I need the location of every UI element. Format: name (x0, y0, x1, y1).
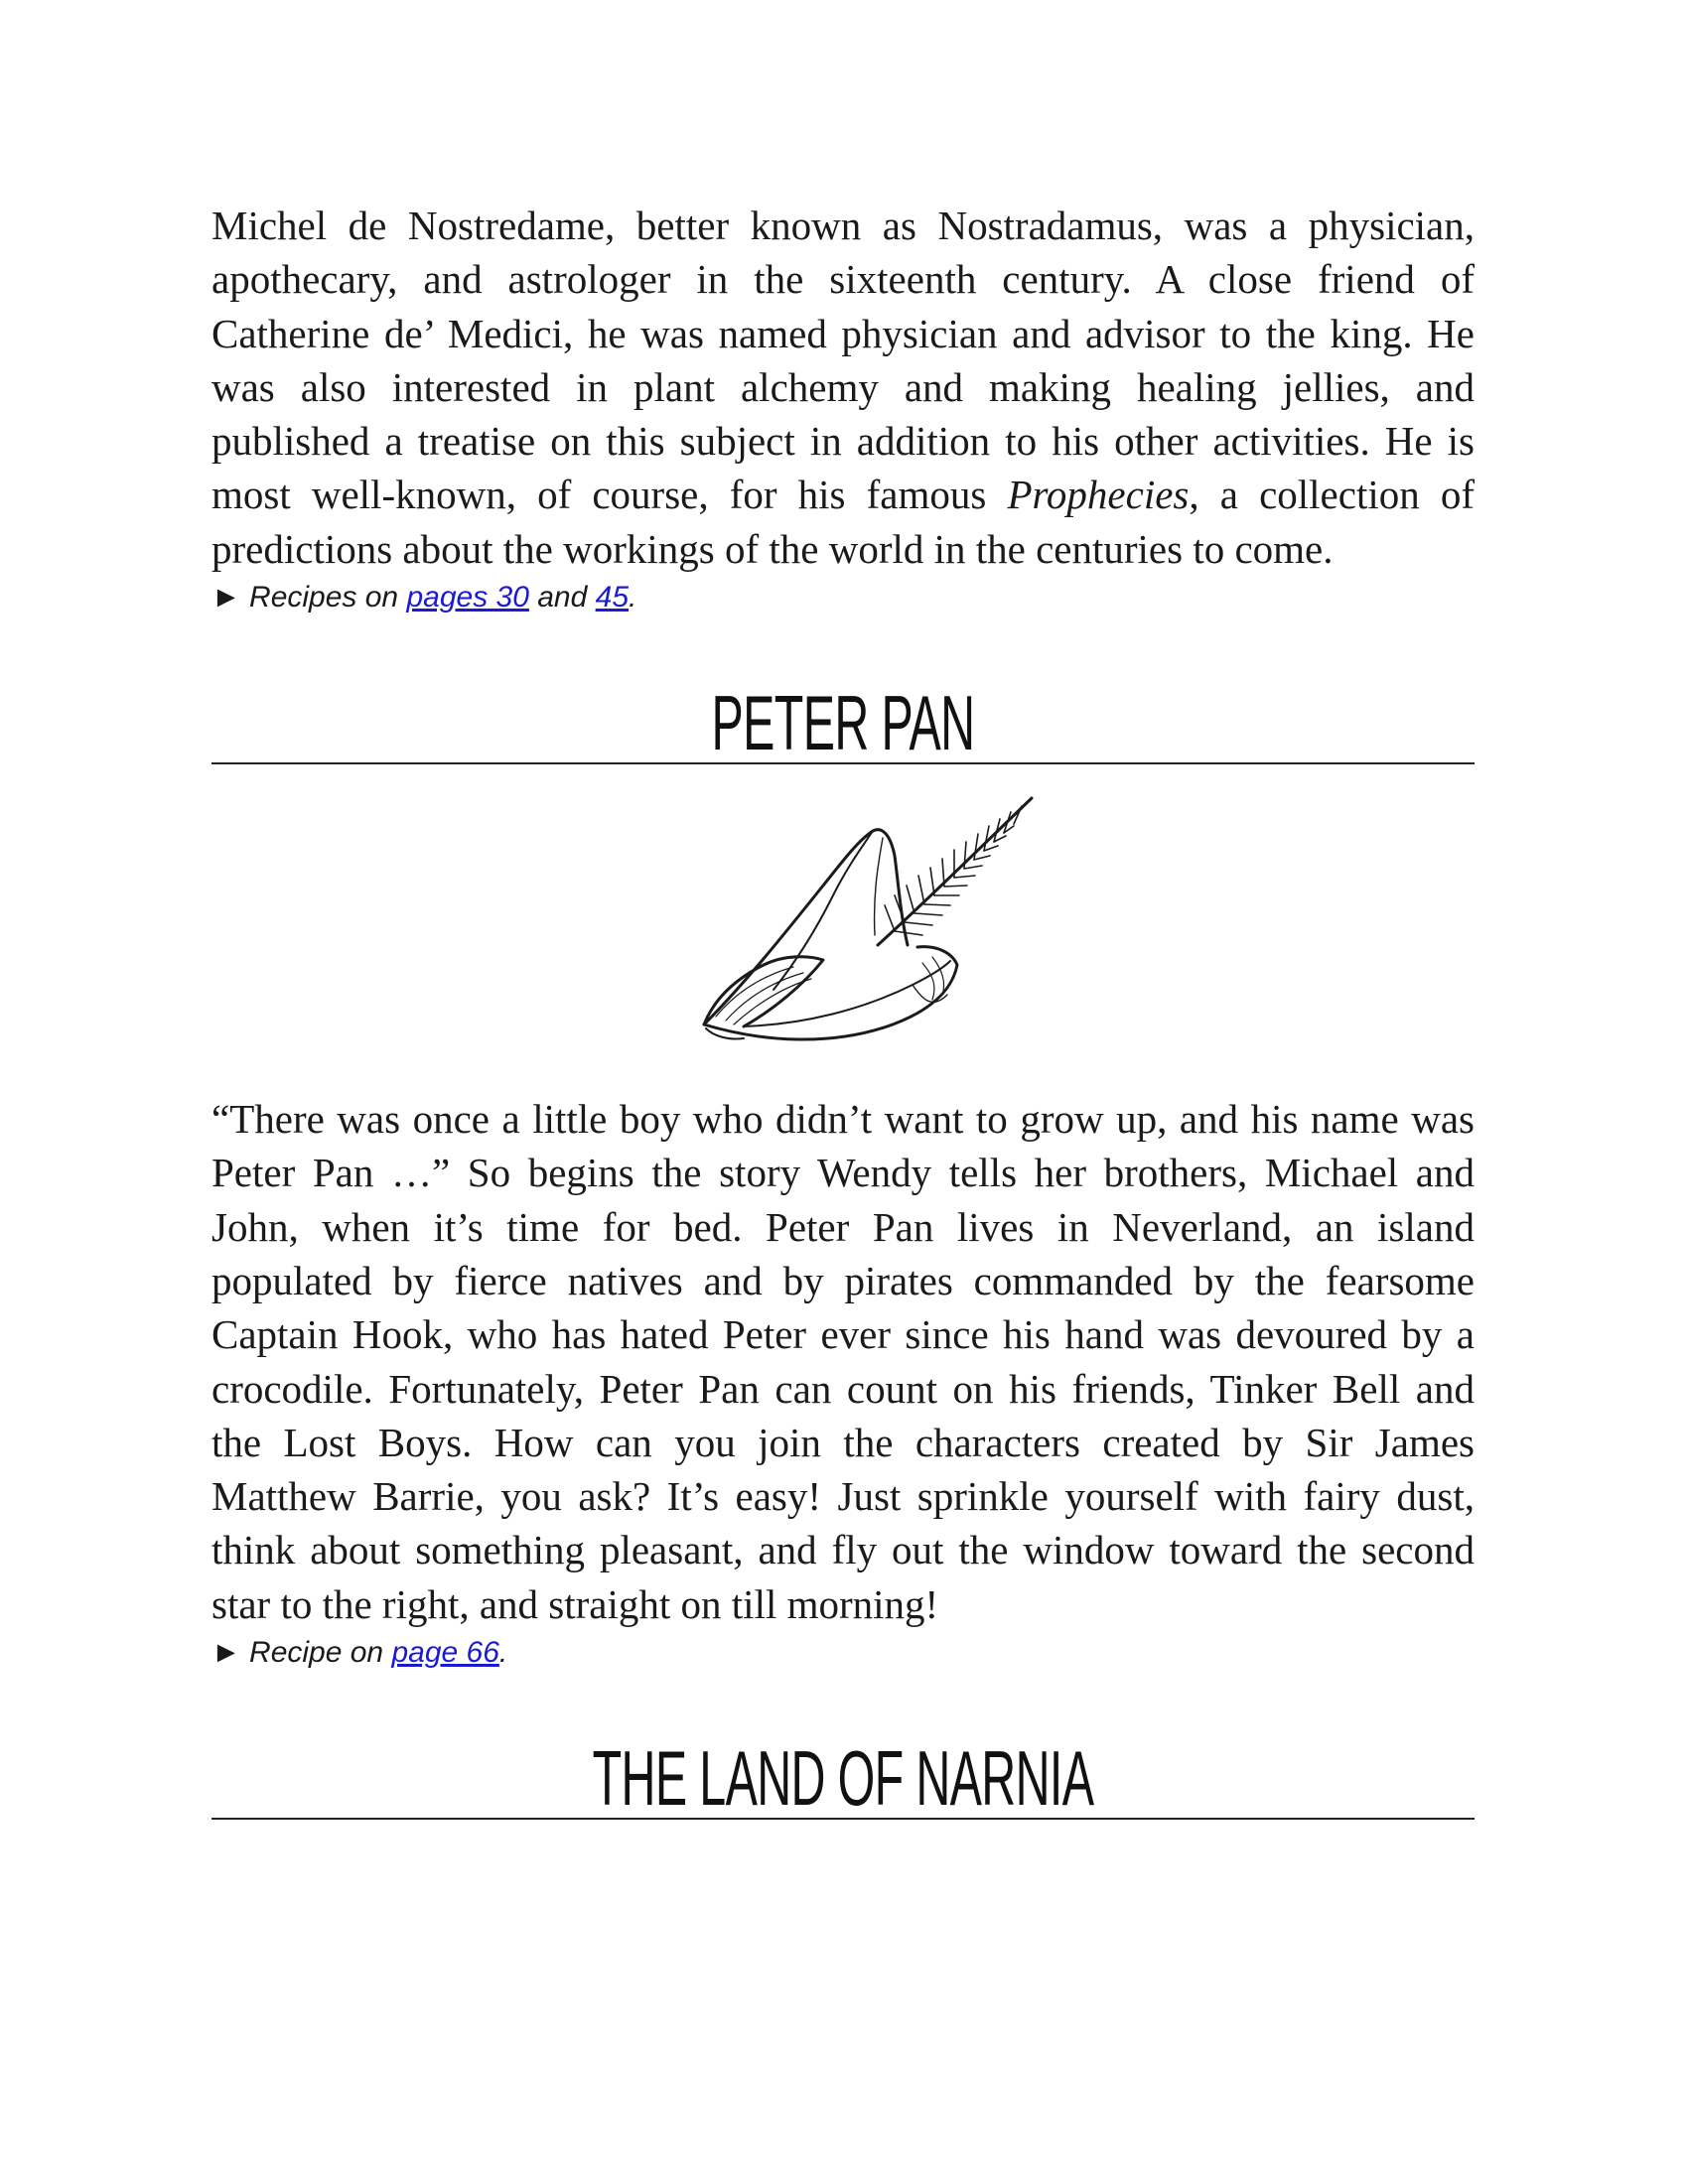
page-content (211, 199, 1475, 1823)
peter-pan-heading: PETER PAN (711, 679, 975, 767)
link-page-66[interactable]: page 66 (391, 1636, 499, 1670)
link-pages-30[interactable]: pages 30 (406, 581, 529, 614)
nostradamus-text-after: , a collection of predictions about the workings of the world in the centuries to come. (211, 472, 1475, 572)
ref-suffix: . (498, 1636, 508, 1670)
nostradamus-text-before: Michel de Nostredame, better known as Nostradamus, was a physician, apothecary, and astrologer in the sixteenth century. A close friend of Catherine de’ Medici, he was named physician and advisor to the king. He was also interested in plant alchemy and making healing jellies, and published a treatise on this subject in addition to his other activities. He is most well-known, of course, for his famous (211, 203, 1475, 518)
ref-prefix: ► Recipes on (211, 581, 407, 614)
prophecies-title: Prophecies (1007, 472, 1190, 518)
peter-pan-illustration (211, 786, 1475, 1054)
ref-mid: and (528, 581, 596, 614)
nostradamus-paragraph (211, 199, 1475, 576)
feathered-hat-icon (634, 786, 1052, 1054)
nostradamus-recipe-reference (211, 580, 1475, 615)
narnia-heading: THE LAND OF NARNIA (592, 1734, 1094, 1823)
peter-pan-recipe-reference (211, 1635, 1475, 1671)
link-page-45[interactable]: 45 (595, 581, 630, 614)
ref-suffix: . (629, 581, 637, 614)
peter-pan-paragraph: “There was once a little boy who didn’t want to grow up, and his name was Peter Pan …” So begins the story Wendy tells her brothers, Michael and John, when it’s time for bed. Peter Pan lives in Neverland, an island populated by fierce natives and by pirates commanded by the fearsome Captain Hook, who has hated Peter ever since his hand was devoured by a crocodile. Fortunately, Peter Pan can count on his friends, Tinker Bell and the Lost Boys. How can you join the characters created by Sir James Matthew Barrie, you ask? It’s easy! Just sprinkle yourself with fairy dust, think about something pleasant, and fly out the window toward the second star to the right, and straight on till morning! (211, 1096, 1475, 1627)
ref-prefix: ► Recipe on (211, 1636, 392, 1670)
